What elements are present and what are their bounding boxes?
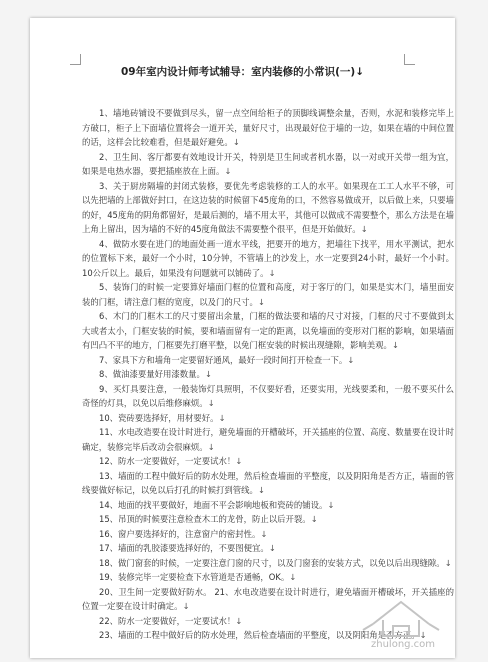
paragraph — [82, 556, 454, 571]
paragraph-text: 6、木门的门框木工的尺寸要留出余量，门框的做法要和墙的尺寸对接，门框的尺寸不要做到太大或者太小，门框安装的时候，要和墙面留有一定的距离，以免墙面的变形对门框的影响，如果墙面有凹凸不平的地方，门框要先打磨平整，以免门框安装的时候出现缝隙，影响美观。 — [82, 311, 454, 350]
paragraph-end-mark: ↓ — [232, 137, 240, 147]
title-text: 09年室内设计师考试辅导：室内装修的小常识(一) — [120, 66, 356, 78]
paragraph-text: 7、家具下方和墙角一定要留好通风，最好一段时间打开检查一下。 — [99, 354, 348, 365]
paragraph — [82, 469, 454, 498]
paragraph — [82, 411, 454, 426]
paragraph-end-mark: ↓ — [419, 630, 427, 640]
paragraph — [82, 179, 454, 237]
paragraph — [82, 454, 454, 469]
paragraph-text: 22、防水一定要做好，一定要试水！ — [99, 615, 236, 626]
paragraph-text: 11、水电改造要在设计时进行，避免墙面的开槽破坏，开关插座的位置、高度、数量要在设计时确定，装修完毕后改动会很麻烦。 — [82, 427, 454, 452]
paragraph-text: 16、窗户要选择好的，注意窗户的密封性。 — [99, 528, 261, 539]
paragraph-text: 14、地面的找平要做好，地面不平会影响地板和瓷砖的铺设。 — [99, 499, 328, 510]
paragraph — [82, 382, 454, 411]
paragraph — [82, 280, 454, 309]
paragraph-text: 10、瓷砖要选择好，用材要好。 — [99, 412, 219, 423]
paragraph-text: 17、墙面的乳胶漆要选择好的，不要图便宜。 — [99, 543, 269, 553]
paragraph-end-mark: ↓ — [268, 267, 276, 278]
watermark-logo — [353, 590, 449, 650]
paragraph-text: 19、装修完毕一定要检查下水管道是否通畅，OK。 — [99, 572, 290, 582]
paragraph-text: 15、吊顶的时候要注意检查木工的龙骨，防止以后开裂。 — [99, 514, 311, 524]
paragraph-text: 3、关于厨房隔墙的封闭式装修，要优先考虑装修的工人的水平。如果现在工工人水平不够，可以先把墙的上部做好封口，在这边装的时候留下45度角的口，不然容易做成开，以后做上来，只要墙的好，45度角的阴角都留好，是最后测的，墙不用太平，其他可以做成不需要整个，那么方法是在墙上角上留出，因为墙的不好的45度角做法不需要整个很平，但是开始做好。 — [82, 180, 454, 234]
paragraph-text: 20、卫生间一定要做好防水。 21、水电改造要在设计时进行，避免墙面开槽破坏，开关插座的位置一定要在设计时确定。 — [82, 586, 454, 611]
paragraph-end-mark: ↓ — [327, 499, 335, 510]
paragraph-end-mark: ↓ — [257, 485, 265, 495]
paragraph-text: 1、墙地砖铺设不要做到尽头，留一点空间给柜子的顶脚线调整余量，否则，水泥和装修完毕上方破口，柜子上下面墙位置将会一道开关，量好尺寸，出现最好位于墙的一边，如果在墙的中间位置的话，这样会比较难看，但是最好避免。 — [82, 108, 454, 147]
paragraph-end-mark: ↓ — [224, 166, 232, 176]
paragraph-end-mark: ↓ — [444, 557, 452, 568]
paragraph-text: 8、做油漆要量好用漆数量。 — [99, 369, 205, 379]
paragraph — [82, 512, 454, 527]
paragraph-end-mark: ↓ — [360, 224, 368, 234]
paragraph-end-mark: ↓ — [310, 514, 318, 524]
paragraph — [82, 425, 454, 454]
paragraph-end-mark: ↓ — [182, 601, 190, 611]
paragraph — [82, 106, 454, 150]
watermark-text: zhulong.com — [371, 639, 436, 650]
paragraph-end-mark: ↓ — [257, 296, 265, 307]
paragraph-text: 12、防水一定要做好，一定要试水！ — [99, 456, 236, 466]
paragraph-end-mark: ↓ — [347, 354, 355, 365]
paragraph-end-mark: ↓ — [204, 369, 212, 379]
paragraph-end-mark: ↓ — [218, 412, 226, 423]
paragraph-text: 23、墙面的工程中做好后的防水处理，然后检查墙面的平整度，以及阴阳角是否方正。 — [99, 630, 420, 640]
paragraph-end-mark: ↓ — [207, 441, 215, 452]
paragraph-end-mark: ↓ — [289, 572, 297, 582]
paragraph — [82, 527, 454, 542]
paragraph — [82, 570, 454, 585]
paragraph-text: 18、做门窗套的时候，一定要注意门窗的尺寸，以及门窗套的安装方式，以免以后出现缝隙。 — [99, 557, 445, 568]
paragraph-text: 13、墙面的工程中做好后的防水处理，然后检查墙面的平整度，以及阴阳角是否方正，墙面的管线要做好标记，以免以后打孔的时候打到管线。 — [82, 470, 454, 495]
paragraph-text: 2、卫生间、客厅都要有效地设计开关，特别是卫生间或者机水器，以一对或开关带一组为宜，如果是电热水器，要把插座放在上面。 — [82, 151, 454, 176]
paragraph-end-mark: ↓ — [207, 398, 215, 408]
paragraph-text: 9、买灯具要注意，一般装饰灯具照明，不仅要好看，还要实用，光线要柔和，一般不要买什么奇怪的灯具，以免以后维修麻烦。 — [82, 383, 454, 408]
paragraph — [82, 237, 454, 281]
paragraph-text: 4、做防水要在进门的地面处画一道水平线，把要开的地方，把墙往下找平，用水平测试，把水的位置标下来，最好一个小时，10分钟，不管墙上的沙发上，水一定要到24小时，最好一个小时。10公斤以上。最后，如果没有问题就可以铺砖了。 — [82, 238, 454, 278]
document-page — [30, 18, 455, 658]
paragraph-end-mark: ↓ — [235, 456, 243, 466]
paragraph — [82, 309, 454, 353]
paragraph-end-mark: ↓ — [268, 543, 276, 553]
document-body — [82, 106, 454, 643]
paragraph-end-mark: ↓ — [235, 615, 243, 626]
paragraph-end-mark: ↓ — [391, 340, 399, 350]
paragraph-end-mark: ↓ — [260, 528, 268, 539]
paragraph — [82, 367, 454, 382]
paragraph-text: 5、装饰门的时候一定要算好墙面门框的位置和高度，对于客厅的门，如果是实木门，墙里面安装的门框，请注意门框的宽度，以及门的尺寸。 — [82, 282, 454, 307]
paragraph — [82, 541, 454, 556]
paragraph — [82, 498, 454, 513]
paragraph — [82, 150, 454, 179]
paragraph — [82, 353, 454, 368]
document-title — [30, 64, 455, 79]
title-end-mark: ↓ — [355, 66, 365, 78]
